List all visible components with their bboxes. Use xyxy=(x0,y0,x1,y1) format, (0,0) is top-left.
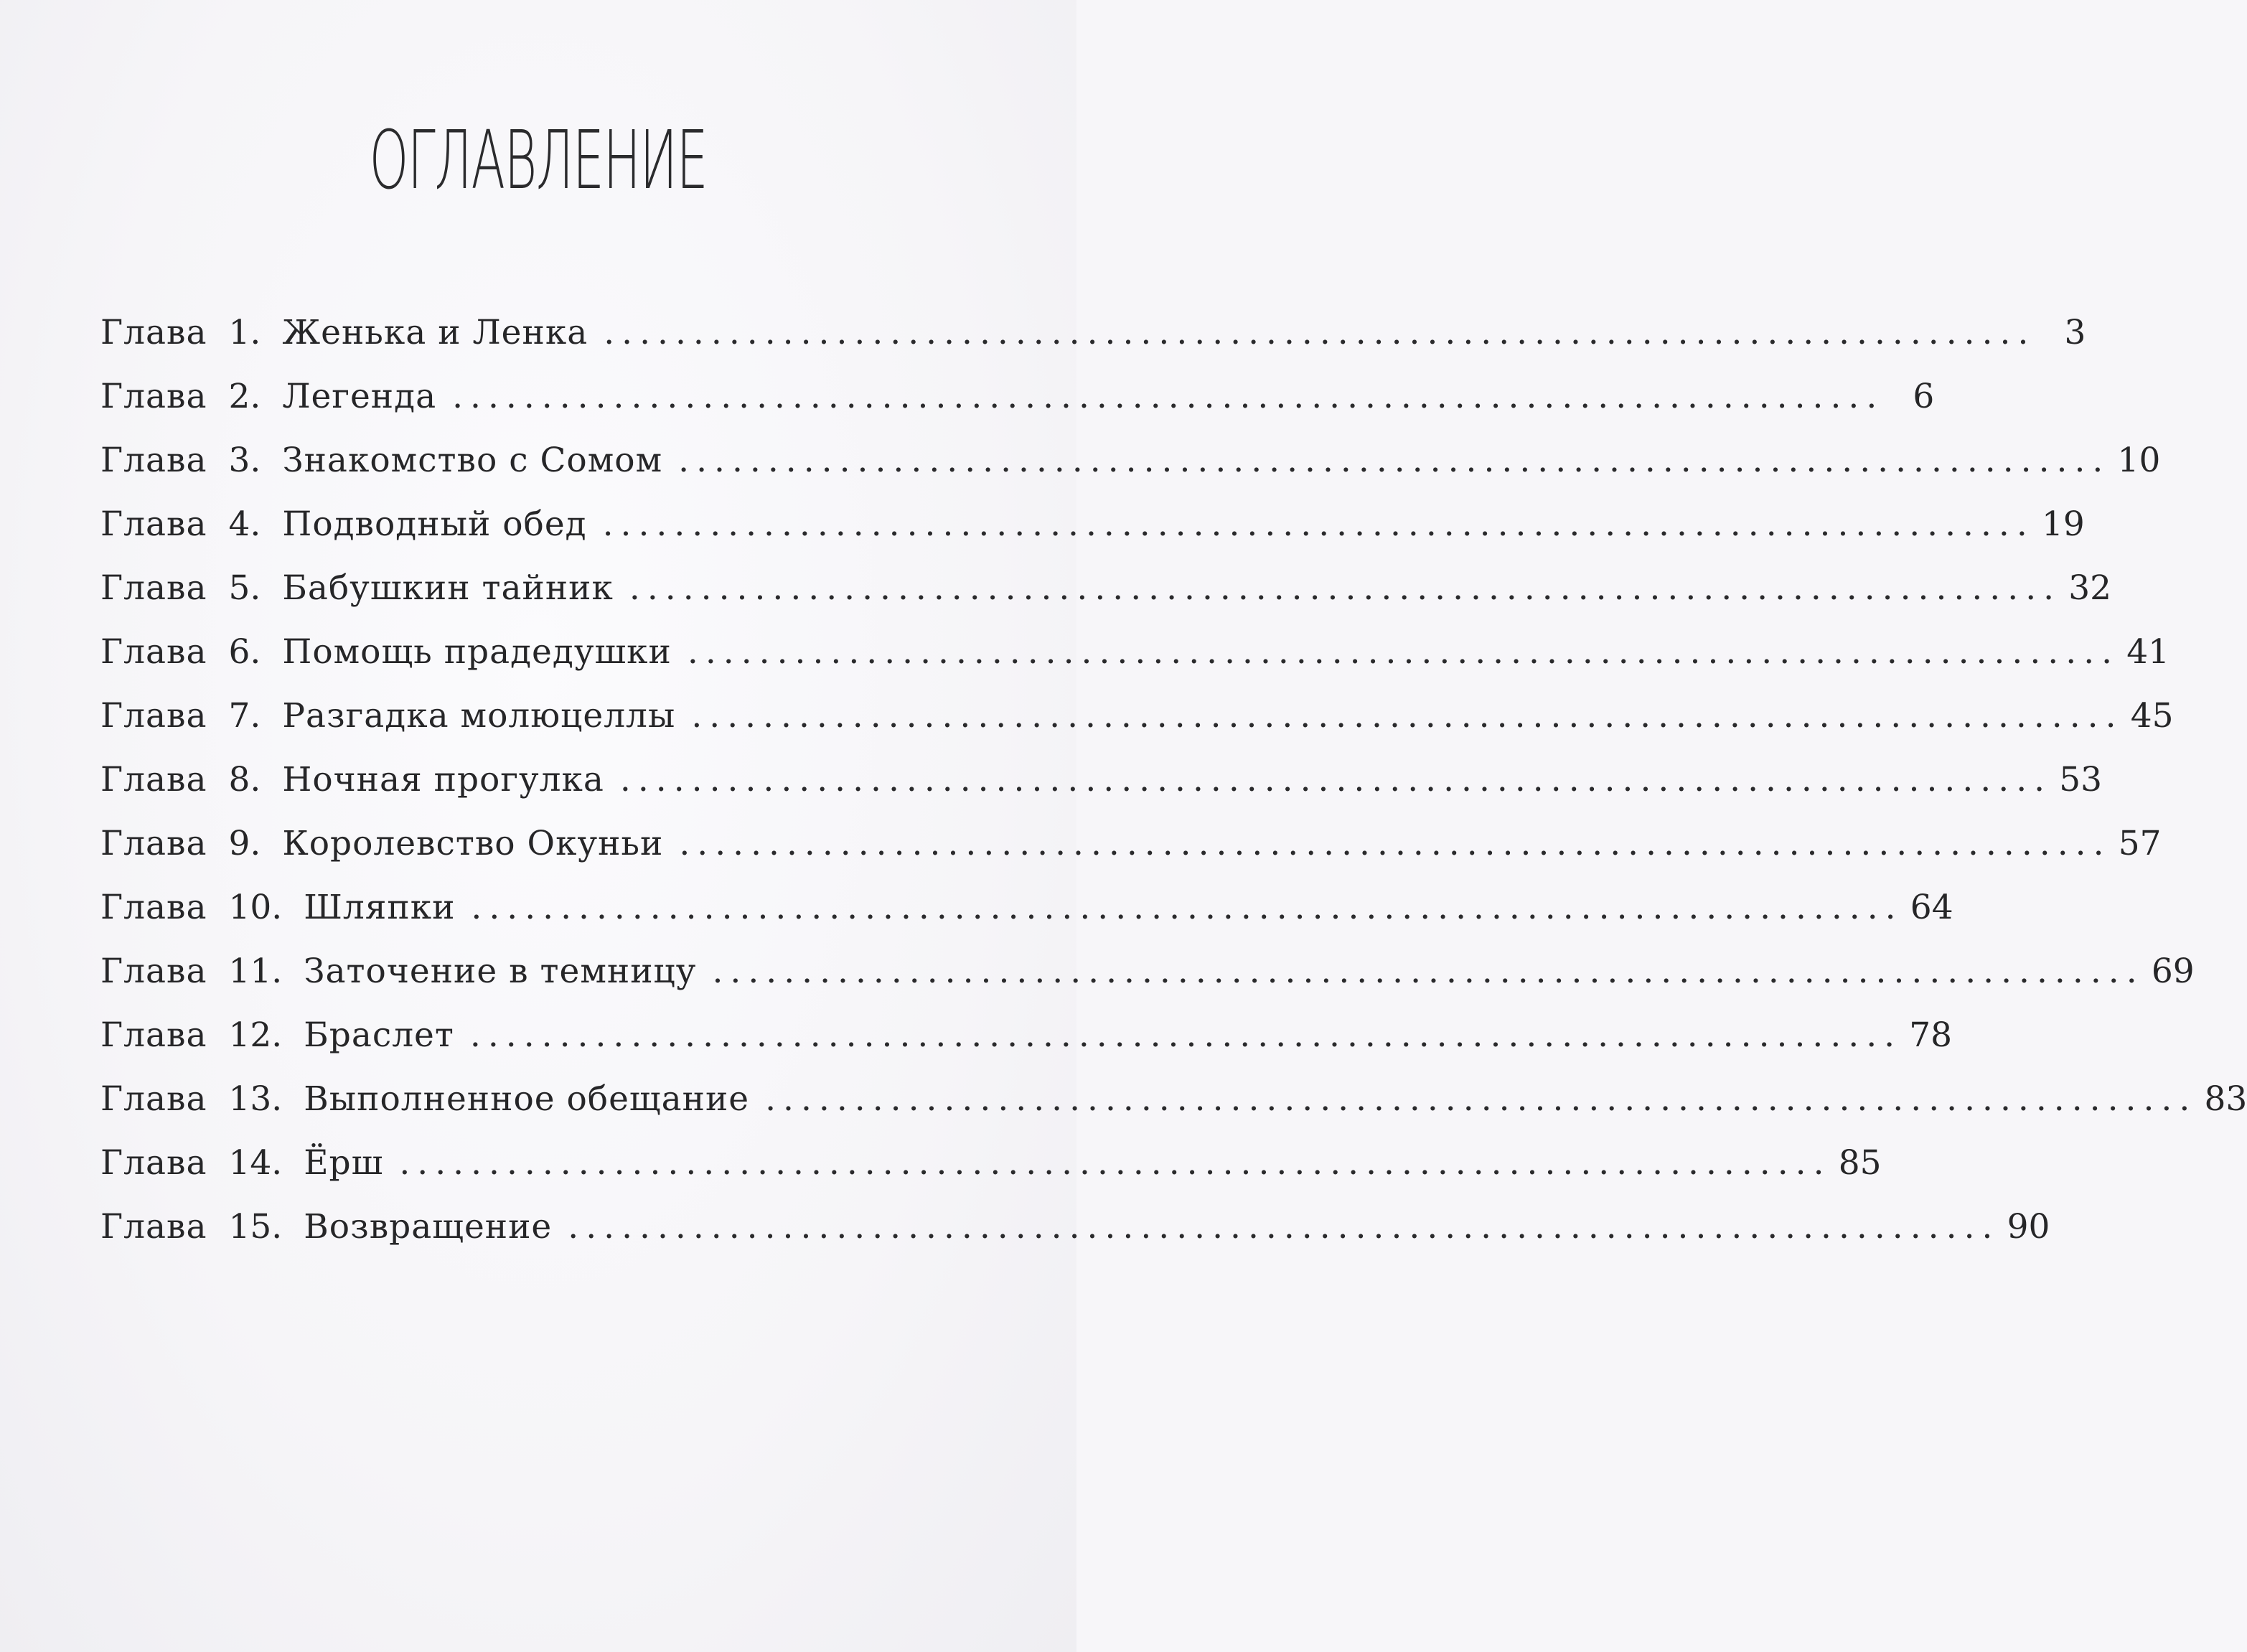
page-number: 69 xyxy=(2151,952,2195,991)
toc-entry xyxy=(100,952,2195,1015)
chapter-title: Женька и Ленка xyxy=(282,313,588,352)
chapter-label: Глава xyxy=(100,696,207,736)
dot-leader: ................................................................................ xyxy=(619,760,2053,799)
toc-entry xyxy=(100,888,1953,952)
chapter-title: Бабушкин тайник xyxy=(282,568,614,608)
dot-leader: ................................................................................ xyxy=(765,1079,2197,1119)
chapter-number: 6. xyxy=(228,632,261,672)
toc-entry xyxy=(100,568,2112,632)
chapter-number: 5. xyxy=(228,568,261,608)
dot-leader: ................................................................................ xyxy=(629,568,2062,608)
chapter-label: Глава xyxy=(100,1207,207,1247)
dot-leader: ................................................................................ xyxy=(679,824,2111,863)
chapter-title: Ночная прогулка xyxy=(282,760,604,799)
chapter-title: Легенда xyxy=(282,377,437,416)
dot-leader: ................................................................................ xyxy=(604,313,2036,352)
page-number: 45 xyxy=(2130,696,2174,736)
dot-leader: ................................................................................ xyxy=(471,888,1903,927)
dot-leader: ................................................................................ xyxy=(399,1143,1831,1183)
toc-entry xyxy=(100,1015,1953,1079)
table-of-contents xyxy=(100,313,2247,1271)
chapter-number: 9. xyxy=(228,824,261,863)
page-number: 10 xyxy=(2117,441,2161,480)
chapter-number: 13. xyxy=(228,1079,283,1119)
chapter-title: Браслет xyxy=(304,1015,454,1055)
chapter-label: Глава xyxy=(100,632,207,672)
toc-entry xyxy=(100,760,2103,824)
dot-leader: ................................................................................ xyxy=(712,952,2144,991)
toc-entry xyxy=(100,1143,1882,1207)
page-number: 64 xyxy=(1910,888,1953,927)
chapter-title: Шляпки xyxy=(304,888,456,927)
page-number: 6 xyxy=(1913,377,1935,416)
chapter-number: 7. xyxy=(228,696,261,736)
page-number: 3 xyxy=(2064,313,2086,352)
chapter-title: Заточение в темницу xyxy=(304,952,697,991)
chapter-label: Глава xyxy=(100,760,207,799)
dot-leader: ................................................................................ xyxy=(602,504,2035,544)
page-number: 32 xyxy=(2068,568,2112,608)
chapter-number: 3. xyxy=(228,441,261,480)
chapter-number: 14. xyxy=(228,1143,283,1183)
chapter-label: Глава xyxy=(100,1015,207,1055)
chapter-number: 10. xyxy=(228,888,283,927)
chapter-number: 8. xyxy=(228,760,261,799)
chapter-title: Королевство Окуньи xyxy=(282,824,664,863)
chapter-label: Глава xyxy=(100,1079,207,1119)
toc-entry xyxy=(100,441,2161,504)
chapter-number: 4. xyxy=(228,504,261,544)
chapter-title: Знакомство с Сомом xyxy=(282,441,663,480)
toc-entry xyxy=(100,696,2174,760)
page-number: 83 xyxy=(2204,1079,2247,1119)
dot-leader: ................................................................................ xyxy=(687,632,2120,672)
toc-entry xyxy=(100,632,2170,696)
chapter-title: Возвращение xyxy=(304,1207,553,1247)
chapter-label: Глава xyxy=(100,952,207,991)
dot-leader: ................................................................................ xyxy=(678,441,2111,480)
chapter-title: Подводный обед xyxy=(282,504,587,544)
chapter-label: Глава xyxy=(100,441,207,480)
chapter-label: Глава xyxy=(100,568,207,608)
page-number: 41 xyxy=(2126,632,2170,672)
page-title: ОГЛАВЛЕНИЕ xyxy=(369,114,708,207)
page-number: 53 xyxy=(2059,760,2103,799)
toc-entry xyxy=(100,1079,2247,1143)
dot-leader: ................................................................................ xyxy=(691,696,2124,736)
toc-entry xyxy=(100,377,1935,441)
chapter-number: 15. xyxy=(228,1207,283,1247)
toc-entry xyxy=(100,313,2086,377)
toc-entry xyxy=(100,824,2162,888)
chapter-label: Глава xyxy=(100,313,207,352)
chapter-title: Выполненное обещание xyxy=(304,1079,750,1119)
dot-leader: ................................................................................ xyxy=(568,1207,2000,1247)
page-number: 57 xyxy=(2118,824,2162,863)
toc-entry xyxy=(100,1207,2050,1271)
chapter-label: Глава xyxy=(100,824,207,863)
page-number: 85 xyxy=(1838,1143,1882,1183)
chapter-number: 2. xyxy=(228,377,261,416)
dot-leader: ................................................................................ xyxy=(452,377,1885,416)
chapter-title: Ёрш xyxy=(304,1143,384,1183)
chapter-label: Глава xyxy=(100,504,207,544)
chapter-number: 11. xyxy=(228,952,283,991)
chapter-label: Глава xyxy=(100,377,207,416)
toc-entry xyxy=(100,504,2085,568)
page-number: 78 xyxy=(1909,1015,1953,1055)
chapter-label: Глава xyxy=(100,888,207,927)
chapter-number: 12. xyxy=(228,1015,283,1055)
dot-leader: ................................................................................ xyxy=(469,1015,1903,1055)
chapter-number: 1. xyxy=(228,313,261,352)
page-number: 19 xyxy=(2041,504,2085,544)
chapter-label: Глава xyxy=(100,1143,207,1183)
chapter-title: Помощь прадедушки xyxy=(282,632,672,672)
chapter-title: Разгадка молюцеллы xyxy=(282,696,676,736)
page-number: 90 xyxy=(2007,1207,2050,1247)
